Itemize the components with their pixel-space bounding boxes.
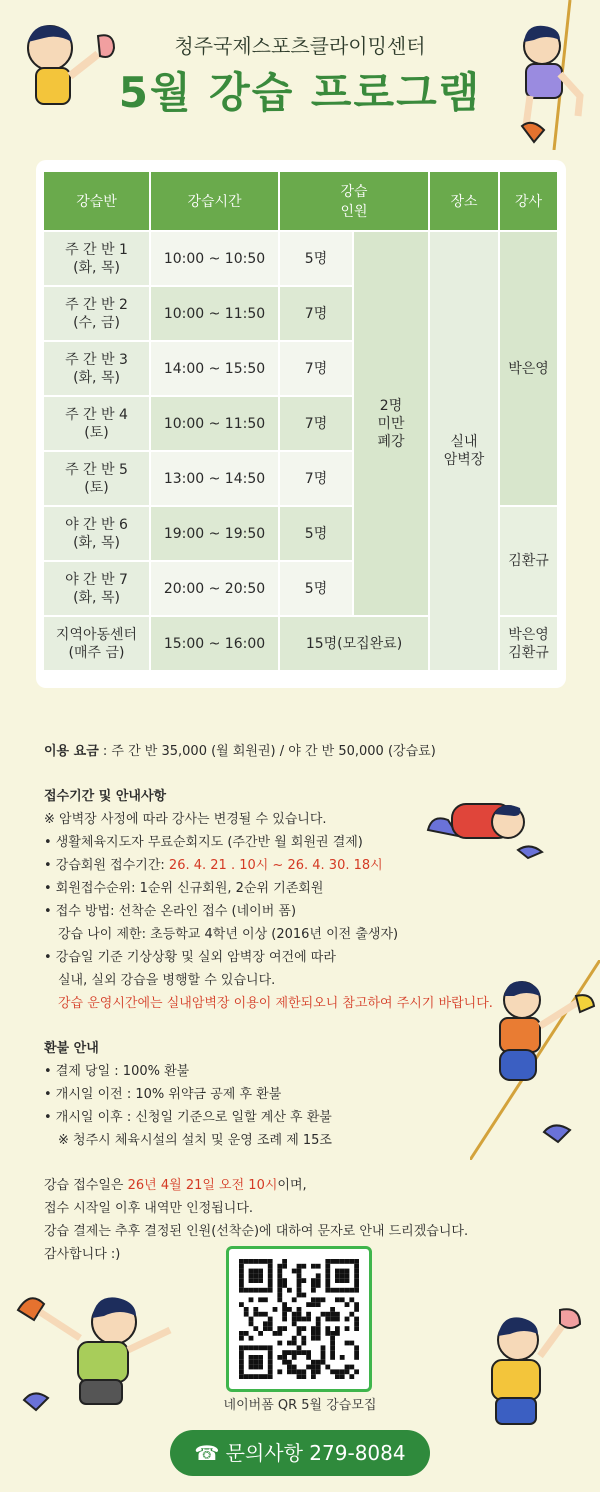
qr-code[interactable] <box>226 1246 372 1392</box>
header-class: 강습반 <box>44 172 149 230</box>
capacity-cell: 7명 <box>280 342 352 395</box>
class-cell: 주 간 반 3 (화, 목) <box>44 342 149 395</box>
closing-line: 접수 시작일 이후 내역만 인정됩니다. <box>44 1201 254 1216</box>
capacity-cell: 5명 <box>280 507 352 560</box>
location-cell: 실내 암벽장 <box>430 232 498 670</box>
contact-button[interactable]: ☎ 문의사항 279-8084 <box>170 1430 430 1476</box>
fee-line: 이용 요금 : 주 간 반 35,000 (월 회원권) / 야 간 반 50,000 (강습료) <box>44 744 436 759</box>
header-capacity: 강습 인원 <box>280 172 428 230</box>
class-cell: 야 간 반 6 (화, 목) <box>44 507 149 560</box>
time-cell: 20:00 ~ 20:50 <box>151 562 278 615</box>
time-cell: 19:00 ~ 19:50 <box>151 507 278 560</box>
reception-subitem: 실내, 실외 강습을 병행할 수 있습니다. <box>58 973 276 988</box>
schedule-table <box>42 170 559 672</box>
closing-line: 감사합니다 :) <box>44 1247 121 1262</box>
capacity-cell: 7명 <box>280 452 352 505</box>
min-cancel-cell: 2명 미만 폐강 <box>354 232 428 615</box>
time-cell: 13:00 ~ 14:50 <box>151 452 278 505</box>
reception-item: • 접수 방법: 선착순 온라인 접수 (네이버 폼) <box>44 904 297 919</box>
refund-item: • 결제 당일 : 100% 환불 <box>44 1064 190 1079</box>
closing-line: 강습 접수일은 26년 4월 21일 오전 10시이며, <box>44 1178 307 1193</box>
capacity-cell: 15명(모집완료) <box>280 617 428 670</box>
table-header-row <box>44 172 557 230</box>
time-cell: 15:00 ~ 16:00 <box>151 617 278 670</box>
class-cell: 야 간 반 7 (화, 목) <box>44 562 149 615</box>
time-cell: 10:00 ~ 11:50 <box>151 287 278 340</box>
class-cell: 주 간 반 4 (토) <box>44 397 149 450</box>
capacity-cell: 7명 <box>280 287 352 340</box>
info-section <box>44 740 564 1266</box>
time-cell: 10:00 ~ 10:50 <box>151 232 278 285</box>
reception-title: 접수기간 및 안내사항 <box>44 789 167 804</box>
capacity-cell: 5명 <box>280 562 352 615</box>
refund-item: • 개시일 이후 : 신청일 기준으로 일할 계산 후 환불 <box>44 1110 332 1125</box>
reception-period: • 강습회원 접수기간: 26. 4. 21 . 10시 ~ 26. 4. 30. 18시 <box>44 858 383 873</box>
class-cell: 주 간 반 1 (화, 목) <box>44 232 149 285</box>
table-row <box>44 232 557 285</box>
reception-item: • 회원접수순위: 1순위 신규회원, 2순위 기존회원 <box>44 881 324 896</box>
class-cell: 주 간 반 5 (토) <box>44 452 149 505</box>
closing-line: 강습 결제는 추후 결정된 인원(선착순)에 대하여 문자로 안내 드리겠습니다. <box>44 1224 469 1239</box>
schedule-card <box>36 160 566 688</box>
header-location: 장소 <box>430 172 498 230</box>
page-title: 5월 강습 프로그램 <box>118 68 482 117</box>
refund-subitem: ※ 청주시 체육시설의 설치 및 운영 조례 제 15조 <box>58 1133 332 1148</box>
instructor-cell-a: 박은영 <box>500 232 557 505</box>
refund-title: 환불 안내 <box>44 1041 99 1056</box>
instructor-cell-b: 김환규 <box>500 507 557 615</box>
reception-item: • 강습일 기준 기상상황 및 실외 암벽장 여건에 따라 <box>44 950 336 965</box>
capacity-cell: 7명 <box>280 397 352 450</box>
page-header <box>0 0 600 160</box>
time-cell: 14:00 ~ 15:50 <box>151 342 278 395</box>
header-instructor: 강사 <box>500 172 557 230</box>
reception-warning: 강습 운영시간에는 실내암벽장 이용이 제한되오니 참고하여 주시기 바랍니다. <box>58 996 493 1011</box>
center-name: 청주국제스포츠클라이밍센터 <box>174 34 426 58</box>
refund-item: • 개시일 이전 : 10% 위약금 공제 후 환불 <box>44 1087 282 1102</box>
header-time: 강습시간 <box>151 172 278 230</box>
reception-item: • 생활체육지도자 무료순회지도 (주간반 월 회원권 결제) <box>44 835 363 850</box>
reception-note: ※ 암벽장 사정에 따라 강사는 변경될 수 있습니다. <box>44 812 327 827</box>
climber-illustration-bottom-right <box>470 1300 590 1450</box>
class-cell: 지역아동센터 (매주 금) <box>44 617 149 670</box>
reception-subitem: 강습 나이 제한: 초등학교 4학년 이상 (2016년 이전 출생자) <box>58 927 399 942</box>
instructor-cell-c: 박은영 김환규 <box>500 617 557 670</box>
class-cell: 주 간 반 2 (수, 금) <box>44 287 149 340</box>
qr-caption: 네이버폼 QR 5월 강습모집 <box>223 1398 377 1413</box>
capacity-cell: 5명 <box>280 232 352 285</box>
qr-code-pattern <box>229 1249 369 1389</box>
time-cell: 10:00 ~ 11:50 <box>151 397 278 450</box>
